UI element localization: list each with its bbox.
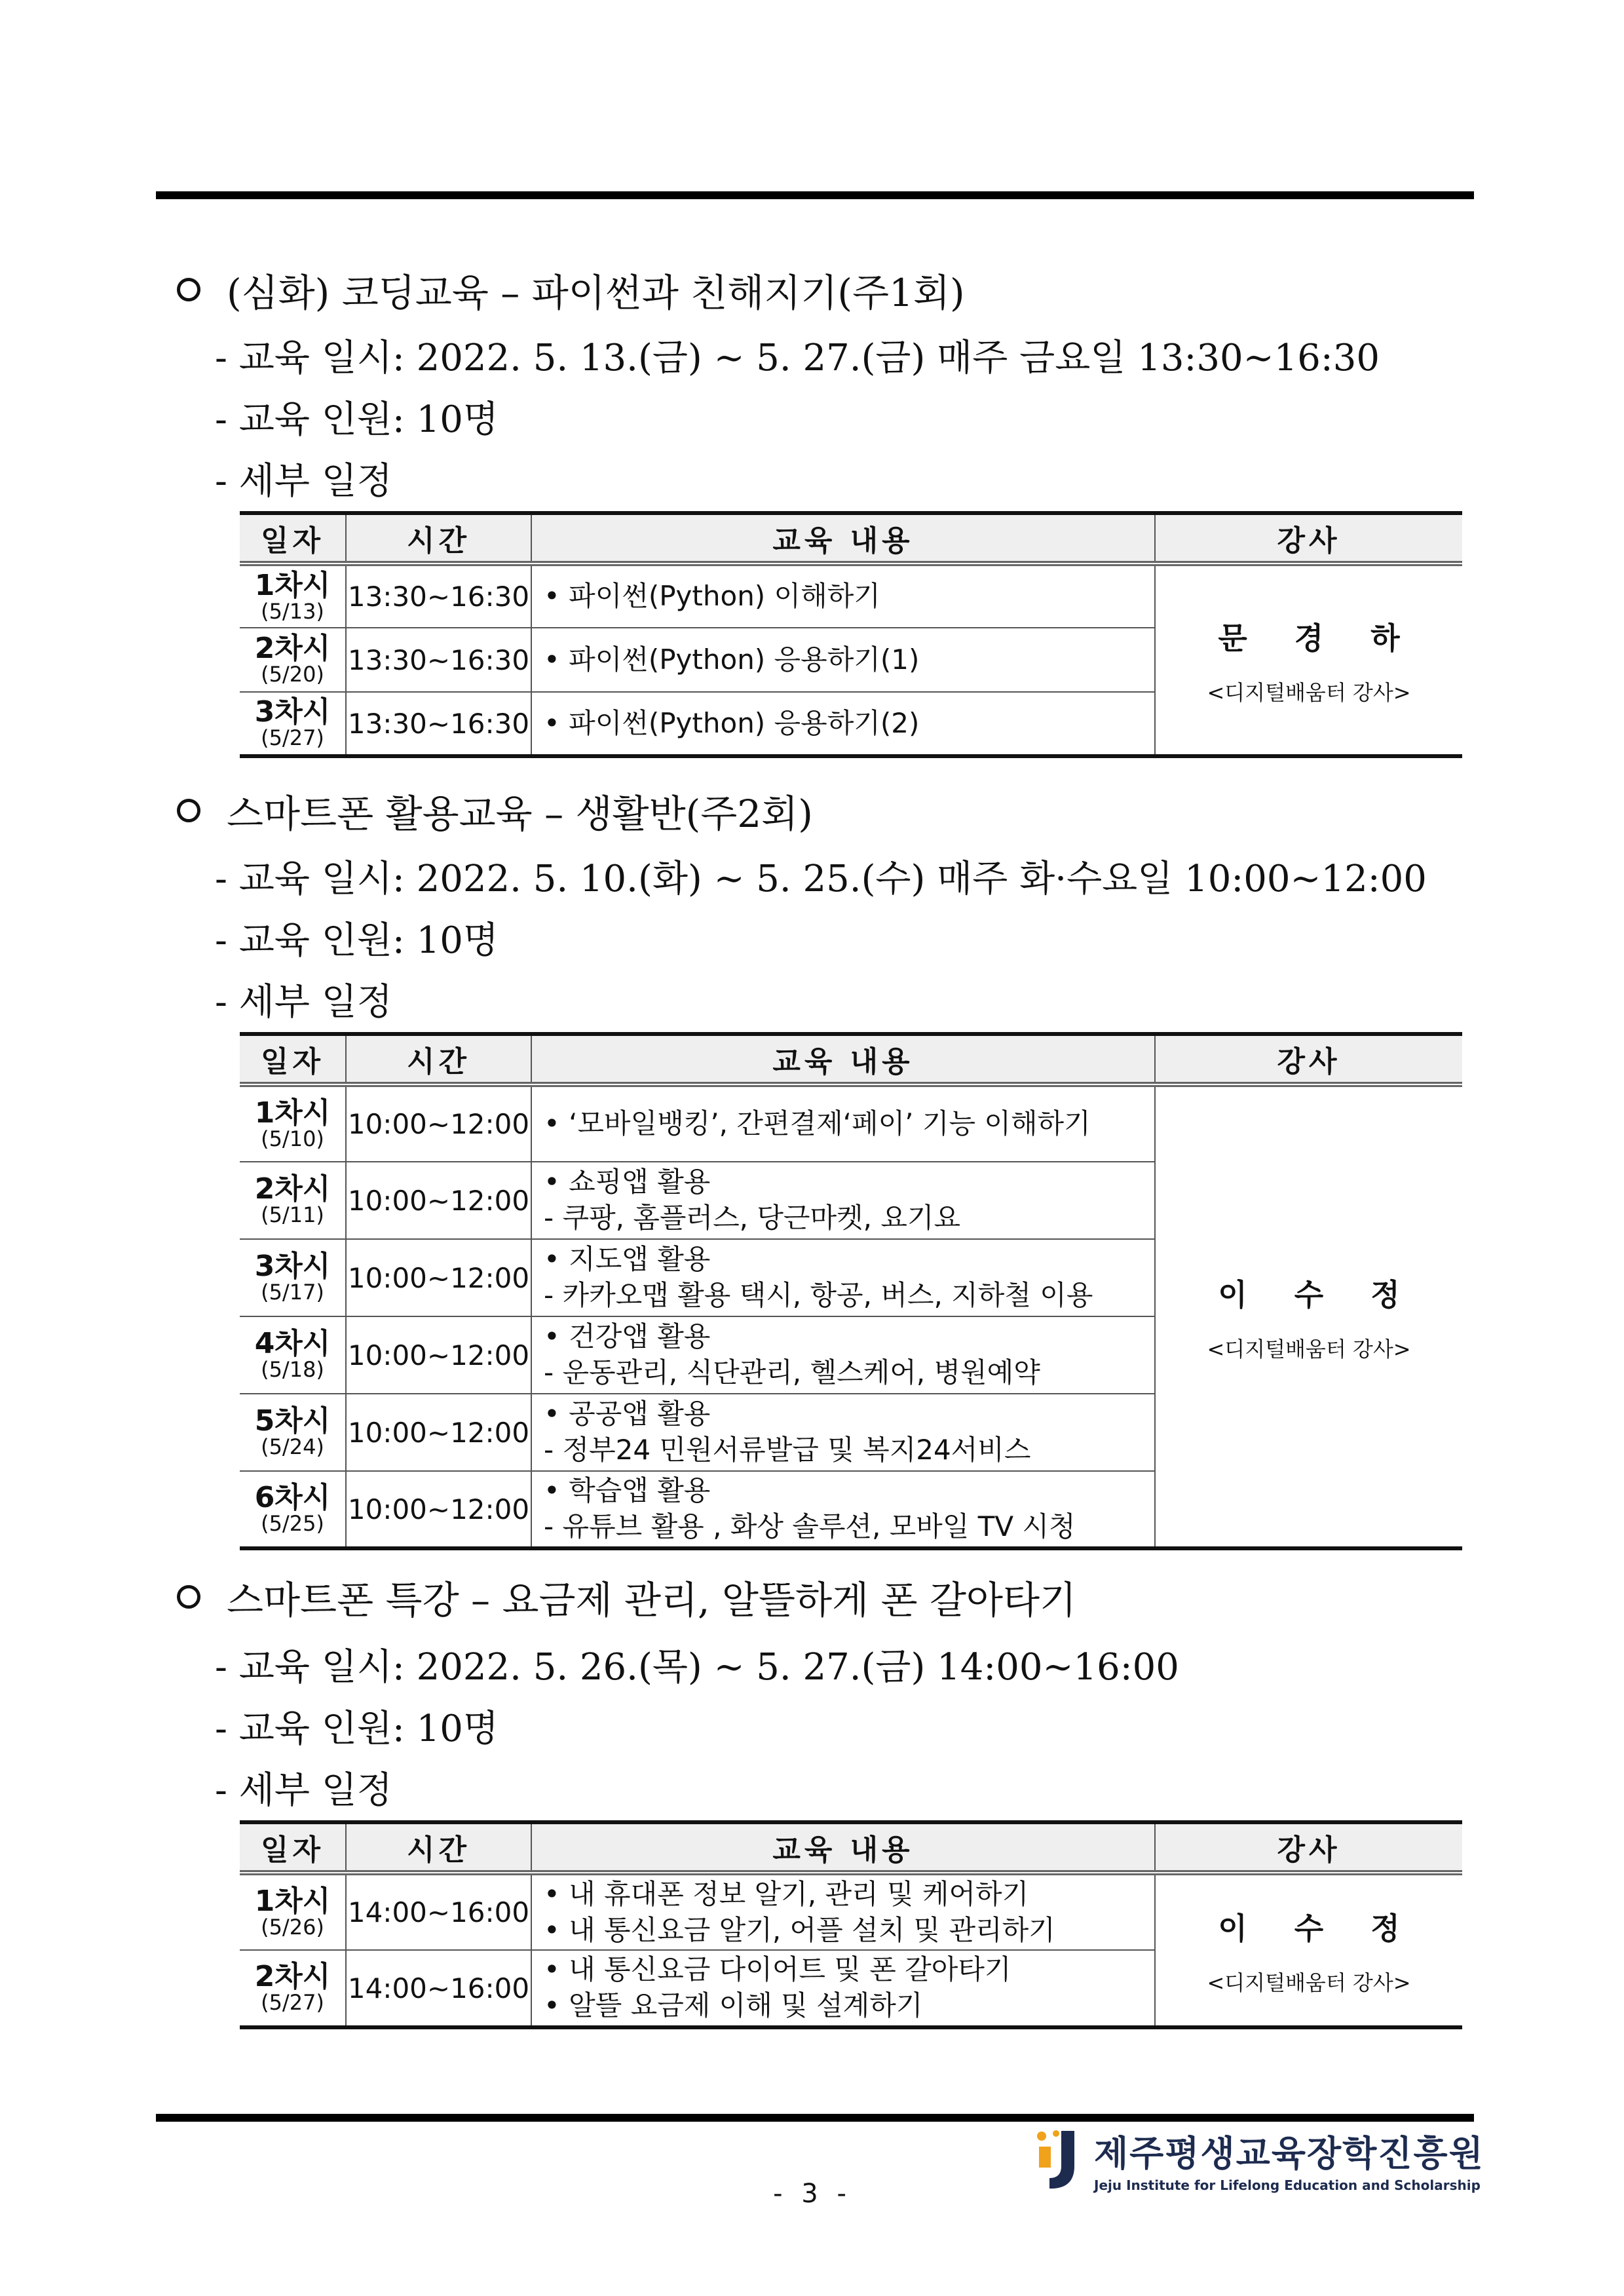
header-instructor: 강사 — [1155, 1822, 1462, 1873]
day-cell: 4차시 (5/18) — [240, 1316, 346, 1394]
section-1-people: - 교육 인원: 10명 — [215, 398, 499, 441]
page-number: - 3 - — [773, 2179, 852, 2209]
content-cell: • 파이썬(Python) 응용하기(2) — [531, 692, 1155, 756]
header-content: 교육 내용 — [531, 1822, 1155, 1873]
section-3-people: - 교육 인원: 10명 — [215, 1708, 499, 1750]
header-day: 일자 — [240, 513, 346, 564]
day-cell: 6차시 (5/25) — [240, 1471, 346, 1548]
instructor-cell: 이 수 정 <디지털배움터 강사> — [1155, 1873, 1462, 2027]
content-cell: • 공공앱 활용 - 정부24 민원서류발급 및 복지24서비스 — [531, 1394, 1155, 1471]
content-cell: • 건강앱 활용 - 운동관리, 식단관리, 헬스케어, 병원예약 — [531, 1316, 1155, 1394]
day-cell: 2차시 (5/20) — [240, 628, 346, 692]
section-2-detail: - 세부 일정 — [215, 981, 392, 1024]
instructor-cell: 이 수 정 <디지털배움터 강사> — [1155, 1084, 1462, 1548]
header-content: 교육 내용 — [531, 1034, 1155, 1084]
header-time: 시간 — [346, 1822, 531, 1873]
day-cell: 3차시 (5/17) — [240, 1239, 346, 1316]
day-cell: 5차시 (5/24) — [240, 1394, 346, 1471]
section-3-title: 스마트폰 특강 – 요금제 관리, 알뜰하게 폰 갈아타기 — [177, 1569, 1076, 1624]
section-2-people: - 교육 인원: 10명 — [215, 919, 499, 962]
content-cell: • 지도앱 활용 - 카카오맵 활용 택시, 항공, 버스, 지하철 이용 — [531, 1239, 1155, 1316]
footer-rule — [156, 2114, 1474, 2122]
logo-english-name: Jeju Institute for Lifelong Education and Scholarship — [1094, 2177, 1481, 2193]
header-day: 일자 — [240, 1822, 346, 1873]
day-cell: 2차시 (5/11) — [240, 1162, 346, 1239]
table-row — [240, 1873, 1462, 1950]
time-cell: 10:00~12:00 — [346, 1316, 531, 1394]
section-3-detail: - 세부 일정 — [215, 1769, 392, 1812]
day-cell: 1차시 (5/10) — [240, 1084, 346, 1162]
circle-bullet-icon — [177, 1585, 200, 1609]
section-1-title: (심화) 코딩교육 – 파이썬과 친해지기(주1회) — [177, 262, 965, 317]
content-cell: • 파이썬(Python) 응용하기(1) — [531, 628, 1155, 692]
content-cell: • 쇼핑앱 활용 - 쿠팡, 홈플러스, 당근마켓, 요기요 — [531, 1162, 1155, 1239]
time-cell: 10:00~12:00 — [346, 1084, 531, 1162]
header-rule — [156, 191, 1474, 199]
day-cell: 1차시 (5/13) — [240, 564, 346, 628]
schedule-table-3 — [240, 1820, 1462, 2029]
header-time: 시간 — [346, 1034, 531, 1084]
time-cell: 13:30~16:30 — [346, 564, 531, 628]
logo-mark-icon — [1035, 2127, 1081, 2192]
circle-bullet-icon — [177, 799, 200, 822]
content-cell: • 내 통신요금 다이어트 및 폰 갈아타기 • 알뜰 요금제 이해 및 설계하기 — [531, 1950, 1155, 2027]
day-cell: 3차시 (5/27) — [240, 692, 346, 756]
section-1-date: - 교육 일시: 2022. 5. 13.(금) ~ 5. 27.(금) 매주 금요일 13:30~16:30 — [215, 337, 1380, 379]
section-2-date: - 교육 일시: 2022. 5. 10.(화) ~ 5. 25.(수) 매주 화·수요일 10:00~12:00 — [215, 858, 1427, 900]
content-cell: • 파이썬(Python) 이해하기 — [531, 564, 1155, 628]
time-cell: 10:00~12:00 — [346, 1239, 531, 1316]
schedule-table-2 — [240, 1032, 1462, 1550]
logo-korean-name: 제주평생교육장학진흥원 — [1094, 2133, 1484, 2174]
time-cell: 10:00~12:00 — [346, 1394, 531, 1471]
header-day: 일자 — [240, 1034, 346, 1084]
section-1-detail: - 세부 일정 — [215, 460, 392, 503]
day-cell: 1차시 (5/26) — [240, 1873, 346, 1950]
time-cell: 13:30~16:30 — [346, 692, 531, 756]
header-time: 시간 — [346, 513, 531, 564]
institute-logo — [1035, 2126, 1484, 2193]
instructor-cell: 문 경 하 <디지털배움터 강사> — [1155, 564, 1462, 756]
content-cell: • ‘모바일뱅킹’, 간편결제‘페이’ 기능 이해하기 — [531, 1084, 1155, 1162]
time-cell: 13:30~16:30 — [346, 628, 531, 692]
time-cell: 14:00~16:00 — [346, 1950, 531, 2027]
content-cell: • 내 휴대폰 정보 알기, 관리 및 케어하기 • 내 통신요금 알기, 어플 설치 및 관리하기 — [531, 1873, 1155, 1950]
time-cell: 10:00~12:00 — [346, 1471, 531, 1548]
section-2-title: 스마트폰 활용교육 – 생활반(주2회) — [177, 783, 813, 838]
table-row — [240, 1084, 1462, 1162]
circle-bullet-icon — [177, 278, 200, 301]
time-cell: 10:00~12:00 — [346, 1162, 531, 1239]
header-instructor: 강사 — [1155, 513, 1462, 564]
content-cell: • 학습앱 활용 - 유튜브 활용 , 화상 솔루션, 모바일 TV 시청 — [531, 1471, 1155, 1548]
header-content: 교육 내용 — [531, 513, 1155, 564]
header-instructor: 강사 — [1155, 1034, 1462, 1084]
table-row — [240, 564, 1462, 628]
day-cell: 2차시 (5/27) — [240, 1950, 346, 2027]
schedule-table-1 — [240, 511, 1462, 758]
section-3-date: - 교육 일시: 2022. 5. 26.(목) ~ 5. 27.(금) 14:00~16:00 — [215, 1646, 1179, 1689]
time-cell: 14:00~16:00 — [346, 1873, 531, 1950]
